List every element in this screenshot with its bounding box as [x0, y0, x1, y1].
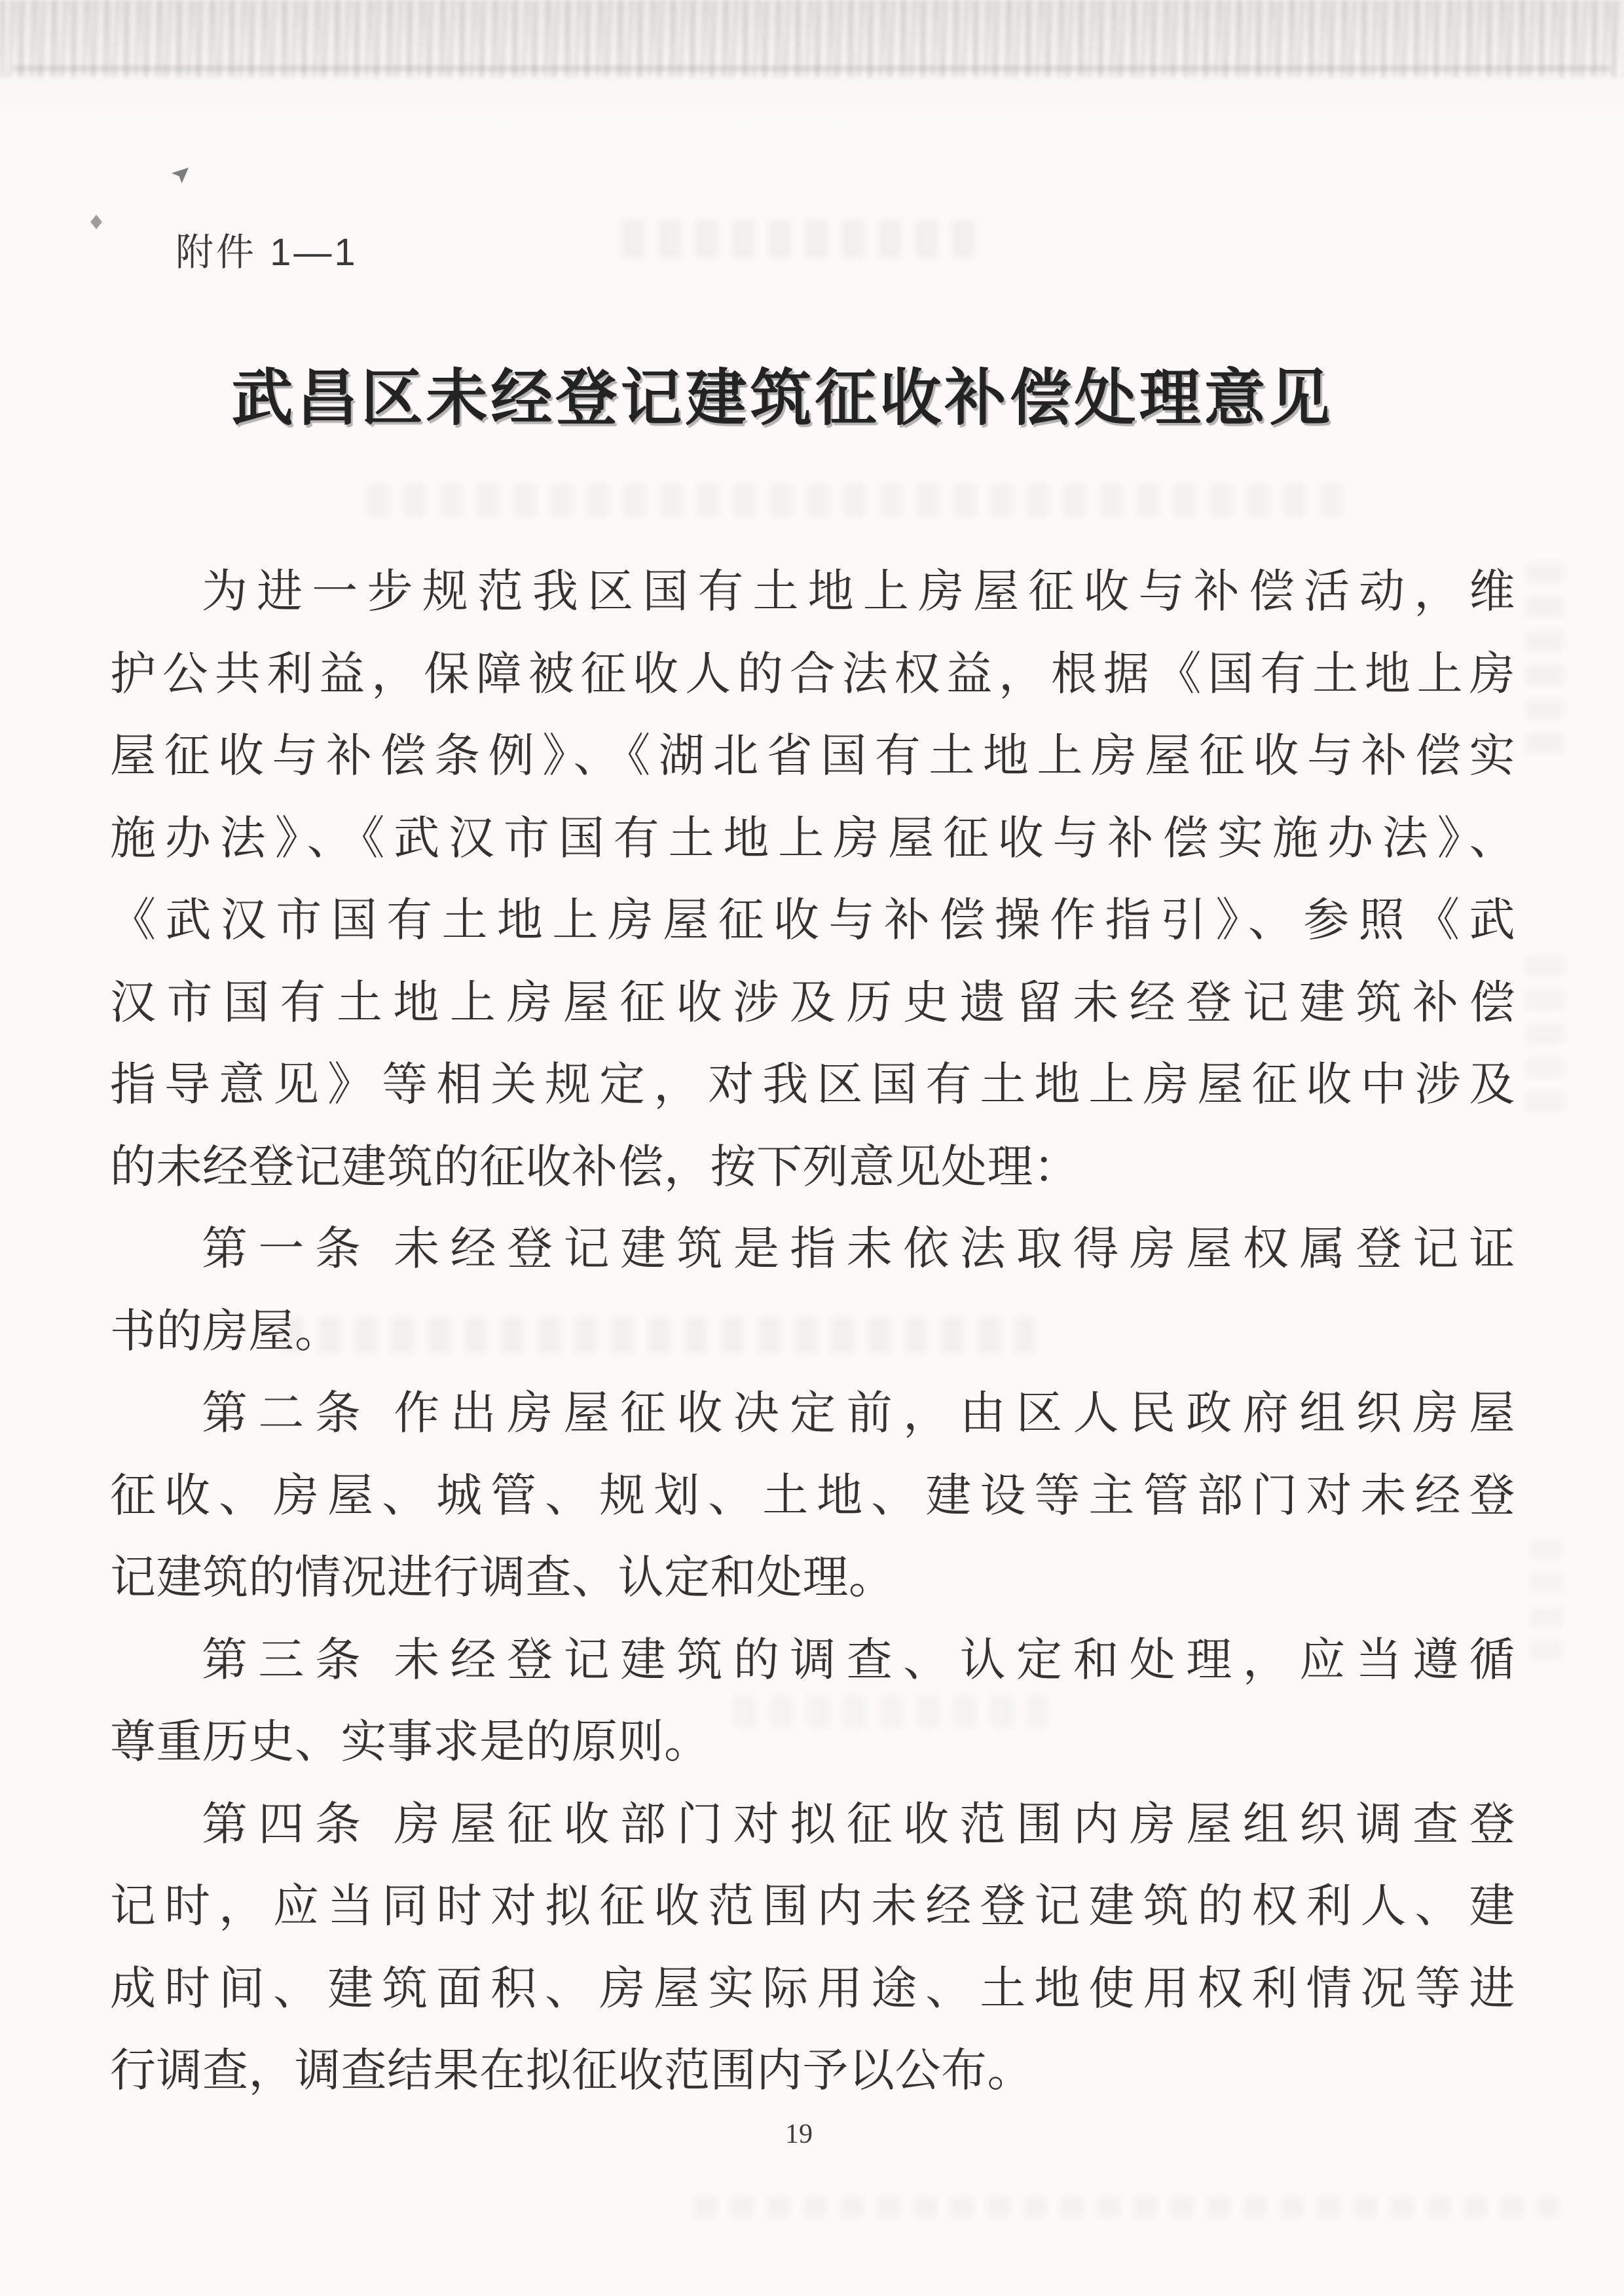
scan-ghost-margin	[1530, 1539, 1562, 1669]
scan-bleedthrough-rule	[13, 65, 1611, 71]
body-line: 成时间、建筑面积、房屋实际用途、土地使用权利情况等进	[110, 1963, 1515, 2014]
body-line: 征收、房屋、城管、规划、土地、建设等主管部门对未经登	[110, 1470, 1515, 1522]
body-line: 记建筑的情况进行调查、认定和处理。	[110, 1553, 895, 1603]
scan-speck	[90, 215, 102, 229]
attachment-label: 附件 1—1	[175, 231, 358, 274]
body-line-article-4: 第四条 房屋征收部门对拟征收范围内房屋组织调查登	[202, 1799, 1515, 1850]
body-line: 为进一步规范我区国有土地上房屋征收与补偿活动，维	[202, 567, 1515, 617]
scan-bleedthrough-top-band	[0, 0, 1624, 77]
scan-ghost-text	[622, 220, 989, 258]
document-body	[110, 551, 1515, 2113]
body-line: 记时，应当同时对拟征收范围内未经登记建筑的权利人、建	[110, 1882, 1515, 1932]
body-line: 行调查，调查结果在拟征收范围内予以公布。	[110, 2046, 1033, 2096]
body-line: 护公共利益，保障被征收人的合法权益，根据《国有土地上房	[110, 649, 1515, 700]
body-line: 指导意见》等相关规定，对我区国有土地上房屋征收中涉及	[110, 1060, 1515, 1110]
body-line-article-1: 第一条 未经登记建筑是指未依法取得房屋权属登记证	[202, 1224, 1515, 1275]
scan-ghost-text	[367, 483, 1349, 517]
body-line: 书的房屋。	[110, 1306, 341, 1357]
body-line: 尊重历史、实事求是的原则。	[110, 1717, 710, 1768]
body-line-article-3: 第三条 未经登记建筑的调查、认定和处理，应当遵循	[202, 1635, 1515, 1686]
scan-ghost-margin	[1526, 563, 1564, 759]
body-line-article-2: 第二条 作出房屋征收决定前，由区人民政府组织房屋	[202, 1389, 1515, 1439]
body-line: 屋征收与补偿条例》、《湖北省国有土地上房屋征收与补偿实	[110, 731, 1515, 782]
document-title: 武昌区未经登记建筑征收补偿处理意见	[231, 365, 1334, 433]
scan-ghost-margin	[1526, 956, 1564, 1113]
body-line: 施办法》、《武汉市国有土地上房屋征收与补偿实施办法》、	[110, 813, 1515, 864]
body-line: 《武汉市国有土地上房屋征收与补偿操作指引》、参照《武	[110, 896, 1515, 946]
scan-ghost-bottom	[694, 2197, 1559, 2217]
body-line: 的未经登记建筑的征收补偿，按下列意见处理：	[110, 1142, 1080, 1193]
page-number: 19	[785, 2119, 813, 2149]
body-line: 汉市国有土地上房屋征收涉及历史遗留未经登记建筑补偿	[110, 977, 1515, 1029]
scan-speck	[172, 168, 189, 183]
